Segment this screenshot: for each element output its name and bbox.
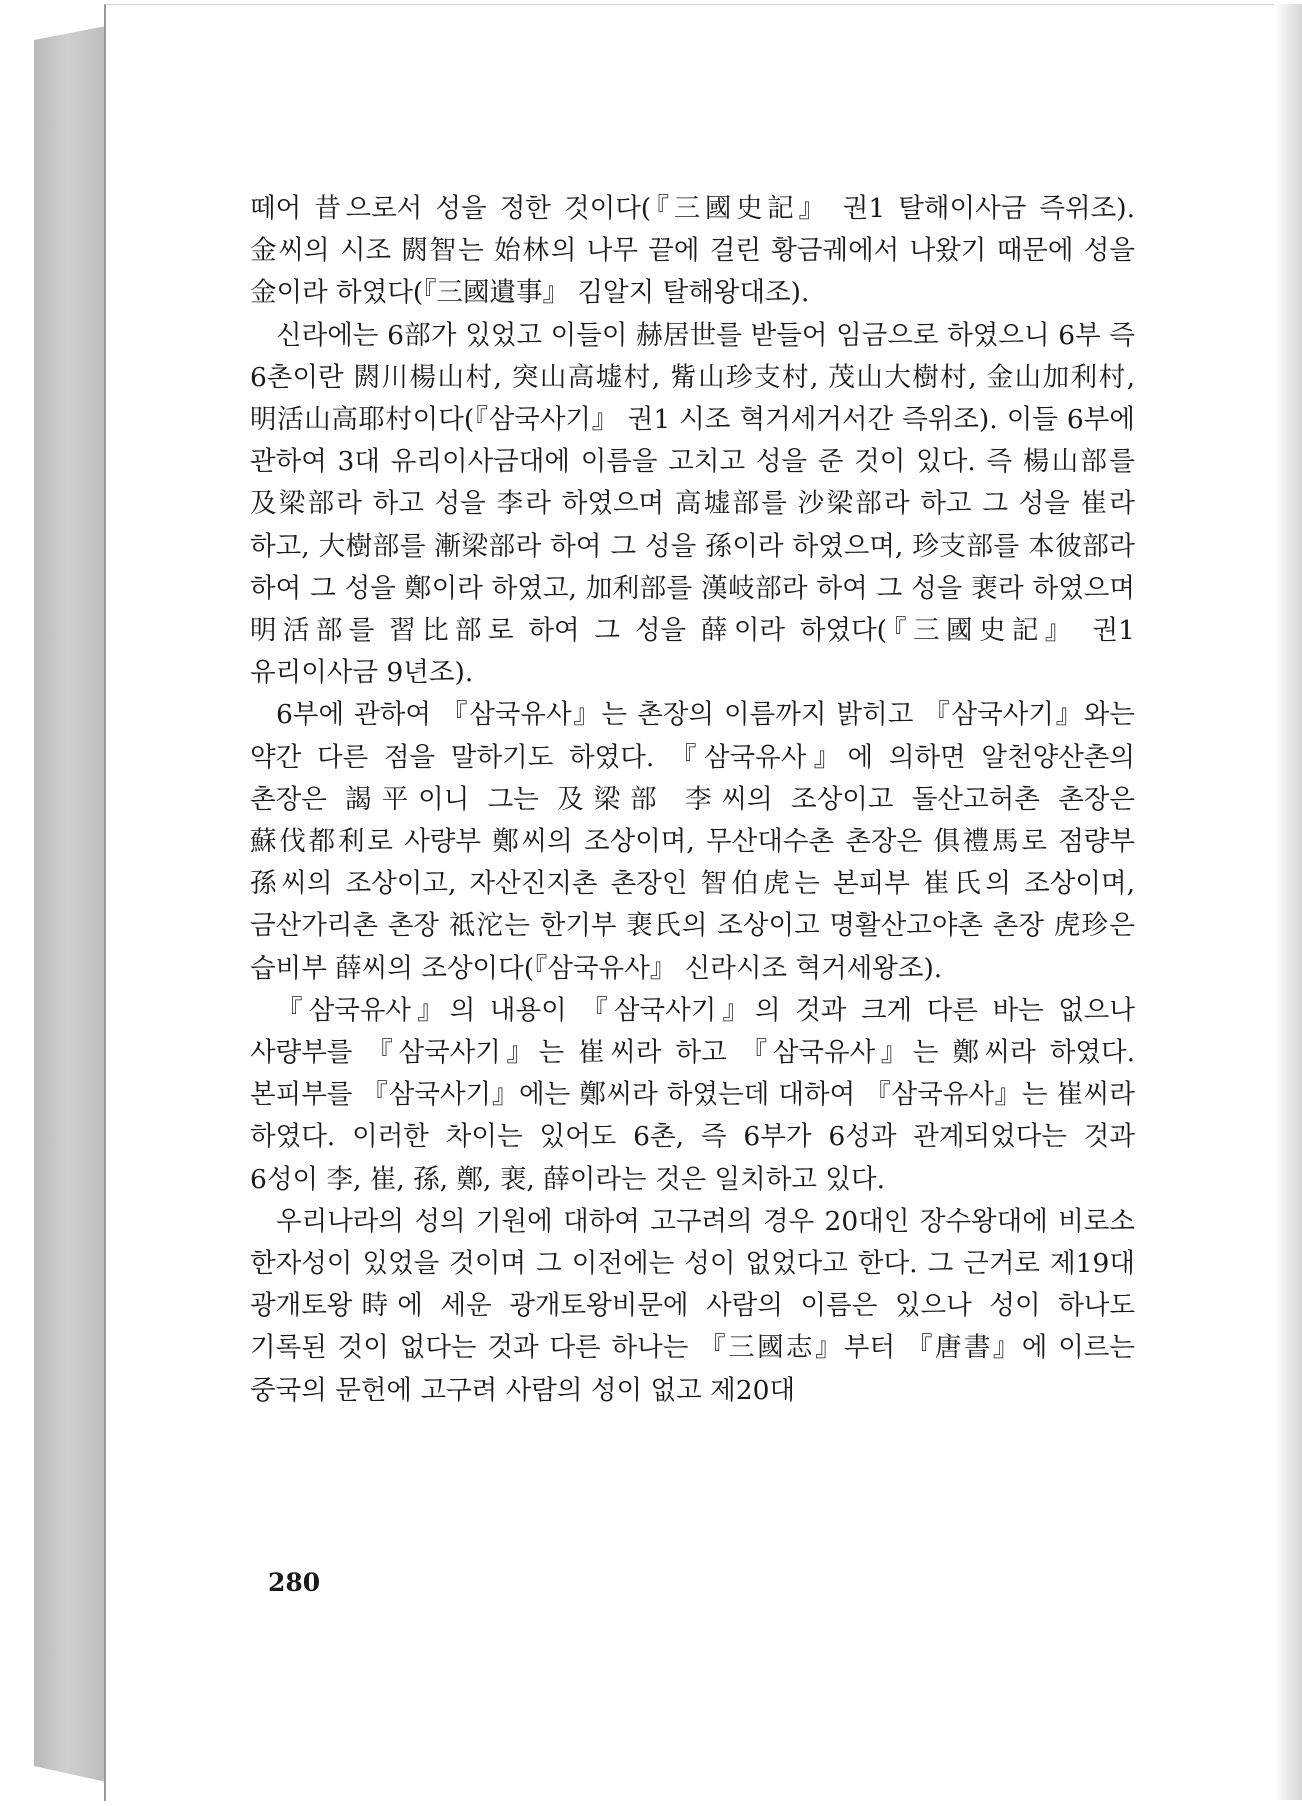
paragraph-3: 6부에 관하여 『삼국유사』는 촌장의 이름까지 밝히고 『삼국사기』와는 약간 다른 점을 말하기도 하였다. 『삼국유사』에 의하면 알천양산촌의 촌장은 謁平이니 그는 及梁部 李씨의 조상이고 돌산고허촌 촌장은 蘇伐都利로 사량부 鄭씨의 조상이며, 무산대수촌 촌장은 俱禮馬로 점량부 孫씨의 조상이고, 자산진지촌 촌장인 智伯虎는 본피부 崔氏의 조상이며, 금산가리촌 촌장 祗沱는 한기부 裵氏의 조상이고 명활산고야촌 촌장 虎珍은 습비부 薛씨의 조상이다(『삼국유사』 신라시조 혁거세왕조).: [250, 699, 1135, 984]
page-number: 280: [268, 1568, 321, 1597]
paragraph-4: 『삼국유사』의 내용이 『삼국사기』의 것과 크게 다른 바는 없으나 사량부를 『삼국사기』는 崔씨라 하고 『삼국유사』는 鄭씨라 하였다. 본피부를 『삼국사기』에는 鄭씨라 하였는데 대하여 『삼국유사』는 崔씨라 하였다. 이러한 차이는 있어도 6촌, 즉 6부가 6성과 관계되었다는 것과 6성이 李, 崔, 孫, 鄭, 裵, 薛이라는 것은 일치하고 있다.: [250, 994, 1135, 1195]
book-spine: [34, 26, 106, 1782]
paragraph-5: 우리나라의 성의 기원에 대하여 고구려의 경우 20대인 장수왕대에 비로소 한자성이 있었을 것이며 그 이전에는 성이 없었다고 한다. 그 근거로 제19대 광개토왕時에 세운 광개토왕비문에 사람의 이름은 있으나 성이 하나도 기록된 것이 없다는 것과 다른 하나는 『三國志』부터 『唐書』에 이르는 중국의 문헌에 고구려 사람의 성이 없고 제20대: [250, 1205, 1135, 1406]
paragraph-1: 떼어 昔으로서 성을 정한 것이다(『三國史記』 권1 탈해이사금 즉위조). 金씨의 시조 閼智는 始林의 나무 끝에 걸린 황금궤에서 나왔기 때문에 성을 金이라 하였다(『三國遺事』 김알지 탈해왕대조).: [250, 193, 1135, 309]
page-edge-shadow: [1274, 4, 1302, 1800]
paragraph-2: 신라에는 6部가 있었고 이들이 赫居世를 받들어 임금으로 하였으니 6부 즉 6촌이란 閼川楊山村, 突山高墟村, 觜山珍支村, 茂山大樹村, 金山加利村, 明活山高耶村이다(『삼국사기』 권1 시조 혁거세거서간 즉위조). 이들 6부에 관하여 3대 유리이사금대에 이름을 고치고 성을 준 것이 있다. 즉 楊山部를 及梁部라 하고 성을 李라 하였으며 高墟部를 沙梁部라 하고 그 성을 崔라 하고, 大樹部를 漸梁部라 하여 그 성을 孫이라 하였으며, 珍支部를 本彼部라 하여 그 성을 鄭이라 하였고, 加利部를 漢岐部라 하여 그 성을 裵라 하였으며 明活部를 習比部로 하여 그 성을 薛이라 하였다(『三國史記』 권1 유리이사금 9년조).: [250, 319, 1135, 689]
body-text: [250, 188, 1135, 1412]
